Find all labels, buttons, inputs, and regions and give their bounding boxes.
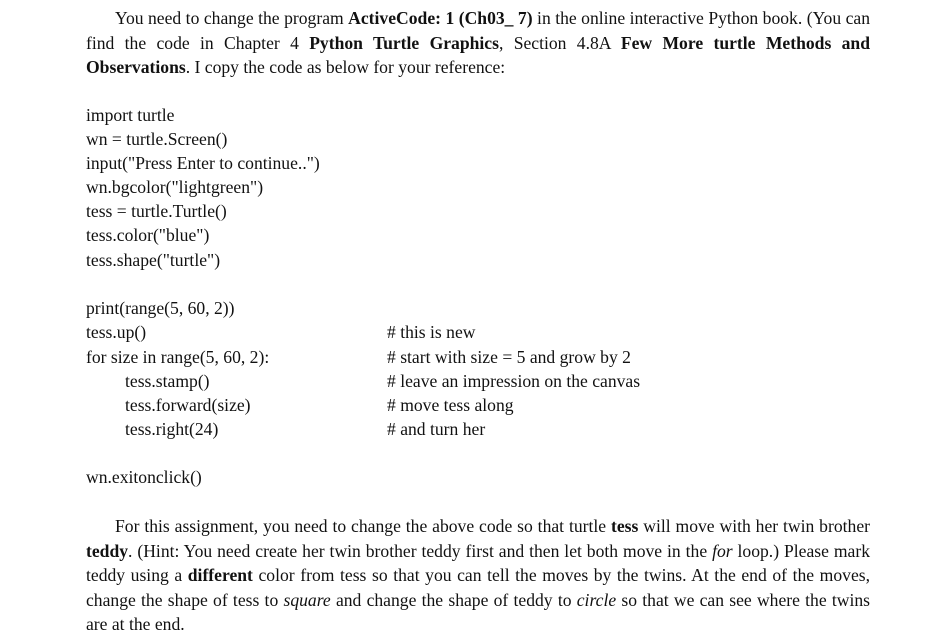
turtle-name-teddy: teddy	[86, 540, 129, 561]
program-name: ActiveCode: 1 (Ch03_ 7)	[348, 8, 533, 28]
code-line-stamp: tess.stamp()	[125, 371, 210, 391]
section-title: Few More turtle Methods and Observations	[86, 32, 870, 77]
turtle-name-tess: tess	[610, 516, 639, 536]
shape-circle: circle	[576, 589, 617, 610]
shape-square: square	[283, 589, 331, 610]
code-line: tess.shape("turtle")	[86, 250, 221, 270]
assignment-text-4: loop.) Please mark teddy using a	[86, 540, 871, 585]
intro-text-1: You need to change the program	[115, 8, 349, 28]
code-comment: # and turn her	[387, 419, 486, 439]
intro-text-4: . I copy the code as below for your reference:	[185, 57, 506, 77]
code-comment: # move tess along	[387, 395, 514, 415]
assignment-text-1: For this assignment, you need to change the above code so that turtle	[115, 516, 611, 536]
code-line-print: print(range(5, 60, 2))	[86, 298, 235, 318]
code-line-up: tess.up()	[86, 322, 147, 342]
code-line-for: for size in range(5, 60, 2):	[86, 347, 270, 367]
code-comment: # this is new	[387, 322, 476, 342]
code-line: input("Press Enter to continue..")	[86, 153, 320, 173]
for-keyword: for	[712, 540, 733, 561]
code-line: tess.color("blue")	[86, 225, 210, 245]
intro-paragraph	[86, 6, 870, 80]
code-comment: # start with size = 5 and grow by 2	[387, 347, 631, 367]
code-line: tess = turtle.Turtle()	[86, 201, 227, 221]
intro-text-3: , Section 4.8A	[498, 32, 621, 53]
assignment-text-2: will move with her twin brother	[638, 516, 870, 536]
intro-text-2: in the online interactive Python book. (You can find the code in Chapter 4	[86, 8, 870, 53]
code-comment: # leave an impression on the canvas	[387, 371, 641, 391]
code-line-right: tess.right(24)	[125, 419, 219, 439]
assignment-paragraph	[86, 514, 870, 637]
code-line-forward: tess.forward(size)	[125, 395, 251, 415]
assignment-text-3: . (Hint: You need create her twin brother teddy first and then let both move in the	[128, 540, 713, 561]
assignment-text-6: and change the shape of teddy to	[330, 589, 577, 610]
code-line: wn.bgcolor("lightgreen")	[86, 177, 264, 197]
code-line-exitonclick: wn.exitonclick()	[86, 467, 202, 487]
assignment-text-7: so that we can see where the twins are at the end.	[86, 589, 870, 634]
code-line: wn = turtle.Screen()	[86, 129, 228, 149]
code-line: import turtle	[86, 105, 175, 125]
different-emphasis: different	[187, 565, 253, 585]
chapter-title: Python Turtle Graphics	[309, 32, 499, 53]
assignment-text-5: color from tess so that you can tell the moves by the twins. At the end of the moves, change the shape of tess to	[86, 565, 870, 610]
